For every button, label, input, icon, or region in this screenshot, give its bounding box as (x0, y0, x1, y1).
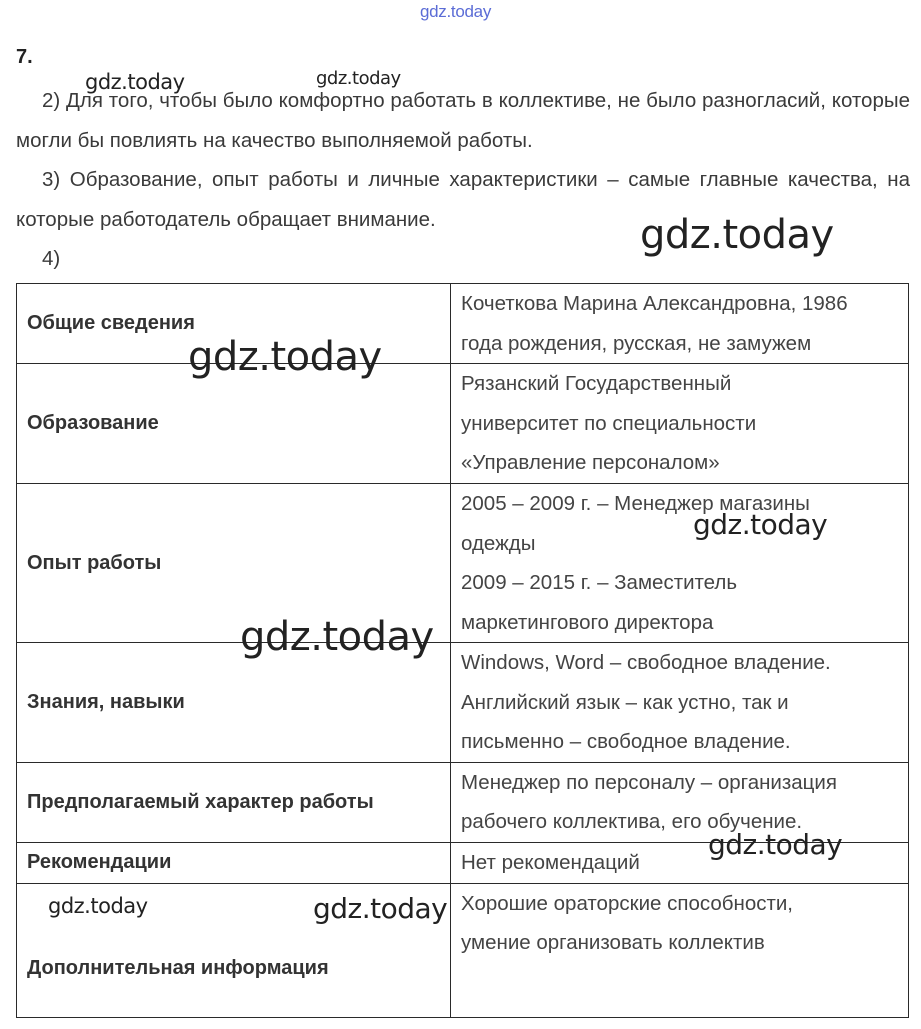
value-line: Нет рекомендаций (461, 850, 640, 874)
top-watermark-link[interactable]: gdz.today (420, 2, 492, 21)
value-line: Английский язык – как устно, так и (461, 690, 789, 714)
value-line: одежды (461, 531, 536, 555)
row-label: Опыт работы (17, 484, 451, 643)
row-label: Образование (17, 364, 451, 484)
watermark: gdz.today (708, 828, 843, 861)
resume-table (16, 283, 909, 1018)
value-line: умение организовать коллектив (461, 931, 765, 954)
row-label: Общие сведения (17, 284, 451, 364)
value-line: Windows, Word – свободное владение. (461, 651, 831, 674)
answer-paragraph-4 (16, 239, 910, 279)
row-value (451, 484, 909, 643)
answer-4-text: 4) (42, 247, 61, 270)
row-value (451, 842, 909, 883)
row-label: Дополнительная информация (17, 883, 451, 1017)
value-line: Рязанский Государственный (461, 372, 732, 395)
table-row (17, 484, 909, 643)
value-line: 2005 – 2009 г. – Менеджер магазины (461, 492, 810, 515)
watermark: gdz.today (188, 334, 382, 380)
value-line: 2009 – 2015 г. – Заместитель (461, 571, 738, 594)
value-line: Менеджер по персоналу – организация (461, 770, 837, 794)
watermark: gdz.today (85, 70, 185, 94)
answer-2-text: 2) Для того, чтобы было комфортно работать в коллективе, не было разногласий, которые могли бы повлиять на качество выполняемой работы. (16, 89, 910, 152)
table-row (17, 284, 909, 364)
row-value (451, 643, 909, 763)
table-row (17, 842, 909, 883)
value-line: рабочего коллектива, его обучение. (461, 810, 803, 833)
row-value (451, 364, 909, 484)
table-row (17, 364, 909, 484)
row-label: Знания, навыки (17, 643, 451, 763)
row-value (451, 883, 909, 1017)
row-value (451, 284, 909, 364)
watermark: gdz.today (48, 894, 148, 918)
watermark: gdz.today (313, 892, 448, 925)
value-line: маркетингового директора (461, 610, 714, 634)
value-line: университет по специальности (461, 411, 757, 435)
watermark: gdz.today (240, 614, 434, 660)
watermark: gdz.today (693, 508, 828, 541)
value-line: года рождения, русская, не замужем (461, 331, 812, 355)
table-row (17, 883, 909, 1017)
value-line: письменно – свободное владение. (461, 730, 791, 753)
row-value (451, 762, 909, 842)
answer-3-text: 3) Образование, опыт работы и личные характеристики – самые главные качества, на которые работодатель обращает внимание. (16, 168, 910, 231)
table-row (17, 762, 909, 842)
row-label: Рекомендации (17, 842, 451, 883)
table-row (17, 643, 909, 763)
value-line: «Управление персоналом» (461, 451, 720, 474)
row-label: Предполагаемый характер работы (17, 762, 451, 842)
watermark: gdz.today (316, 68, 401, 89)
value-line: Хорошие ораторские способности, (461, 891, 794, 915)
watermark: gdz.today (640, 212, 834, 258)
answer-paragraph-2 (16, 81, 910, 160)
task-number: 7. (16, 46, 33, 68)
value-line: Кочеткова Марина Александровна, 1986 (461, 292, 848, 315)
answer-paragraph-3 (16, 160, 910, 239)
